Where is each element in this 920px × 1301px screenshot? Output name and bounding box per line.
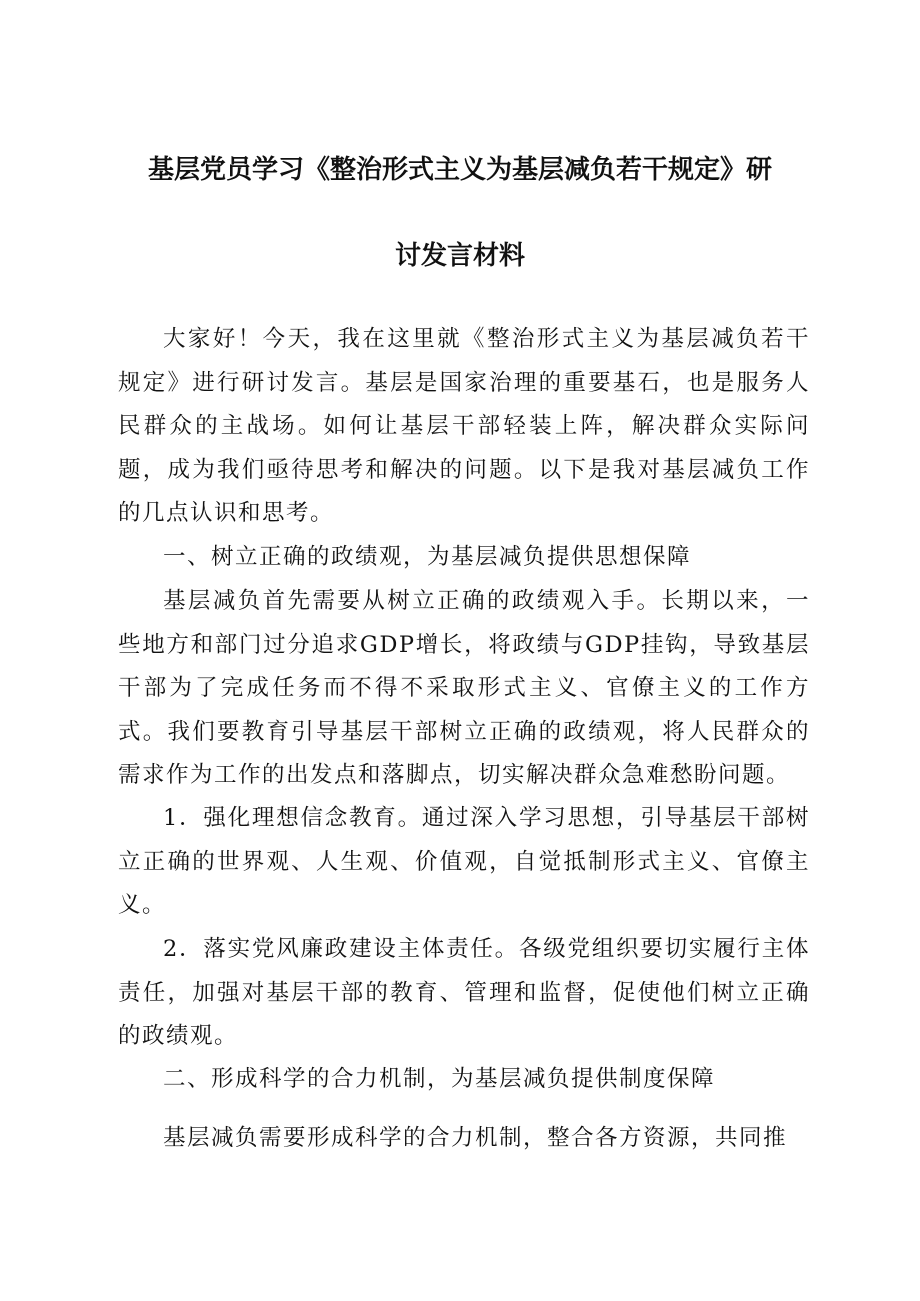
section-heading-2: 二、形成科学的合力机制，为基层减负提供制度保障: [163, 1066, 716, 1092]
intro-paragraph: 大家好！今天，我在这里就《整治形式主义为基层减负若干规定》进行研讨发言。基层是国家治理的重要基石，也是服务人民群众的主战场。如何让基层干部轻装上阵，解决群众实际问题，成为我们亟待思考和解决的问题。以下是我对基层减负工作的几点认识和思考。: [118, 326, 810, 526]
document-title-line-2: 讨发言材料: [394, 241, 525, 271]
section-1-paragraph: 基层减负首先需要从树立正确的政绩观入手。长期以来，一些地方和部门过分追求GDP增长，将政绩与GDP挂钩，导致基层干部为了完成任务而不得不采取形式主义、官僚主义的工作方式。我们要教育引导基层干部树立正确的政绩观，将人民群众的需求作为工作的出发点和落脚点，切实解决群众急难愁盼问题。: [118, 588, 810, 788]
list-item-1: 1．强化理想信念教育。通过深入学习思想，引导基层干部树立正确的世界观、人生观、价值观，自觉抵制形式主义、官僚主义。: [118, 805, 810, 918]
section-2-paragraph: 基层减负需要形成科学的合力机制，整合各方资源，共同推: [163, 1125, 788, 1151]
document-title-line-1: 基层党员学习《整治形式主义为基层减负若干规定》研: [147, 155, 772, 185]
list-item-2: 2．落实党风廉政建设主体责任。各级党组织要切实履行主体责任，加强对基层干部的教育、管理和监督，促使他们树立正确的政绩观。: [118, 936, 810, 1049]
section-heading-1: 一、树立正确的政绩观，为基层减负提供思想保障: [163, 544, 692, 570]
